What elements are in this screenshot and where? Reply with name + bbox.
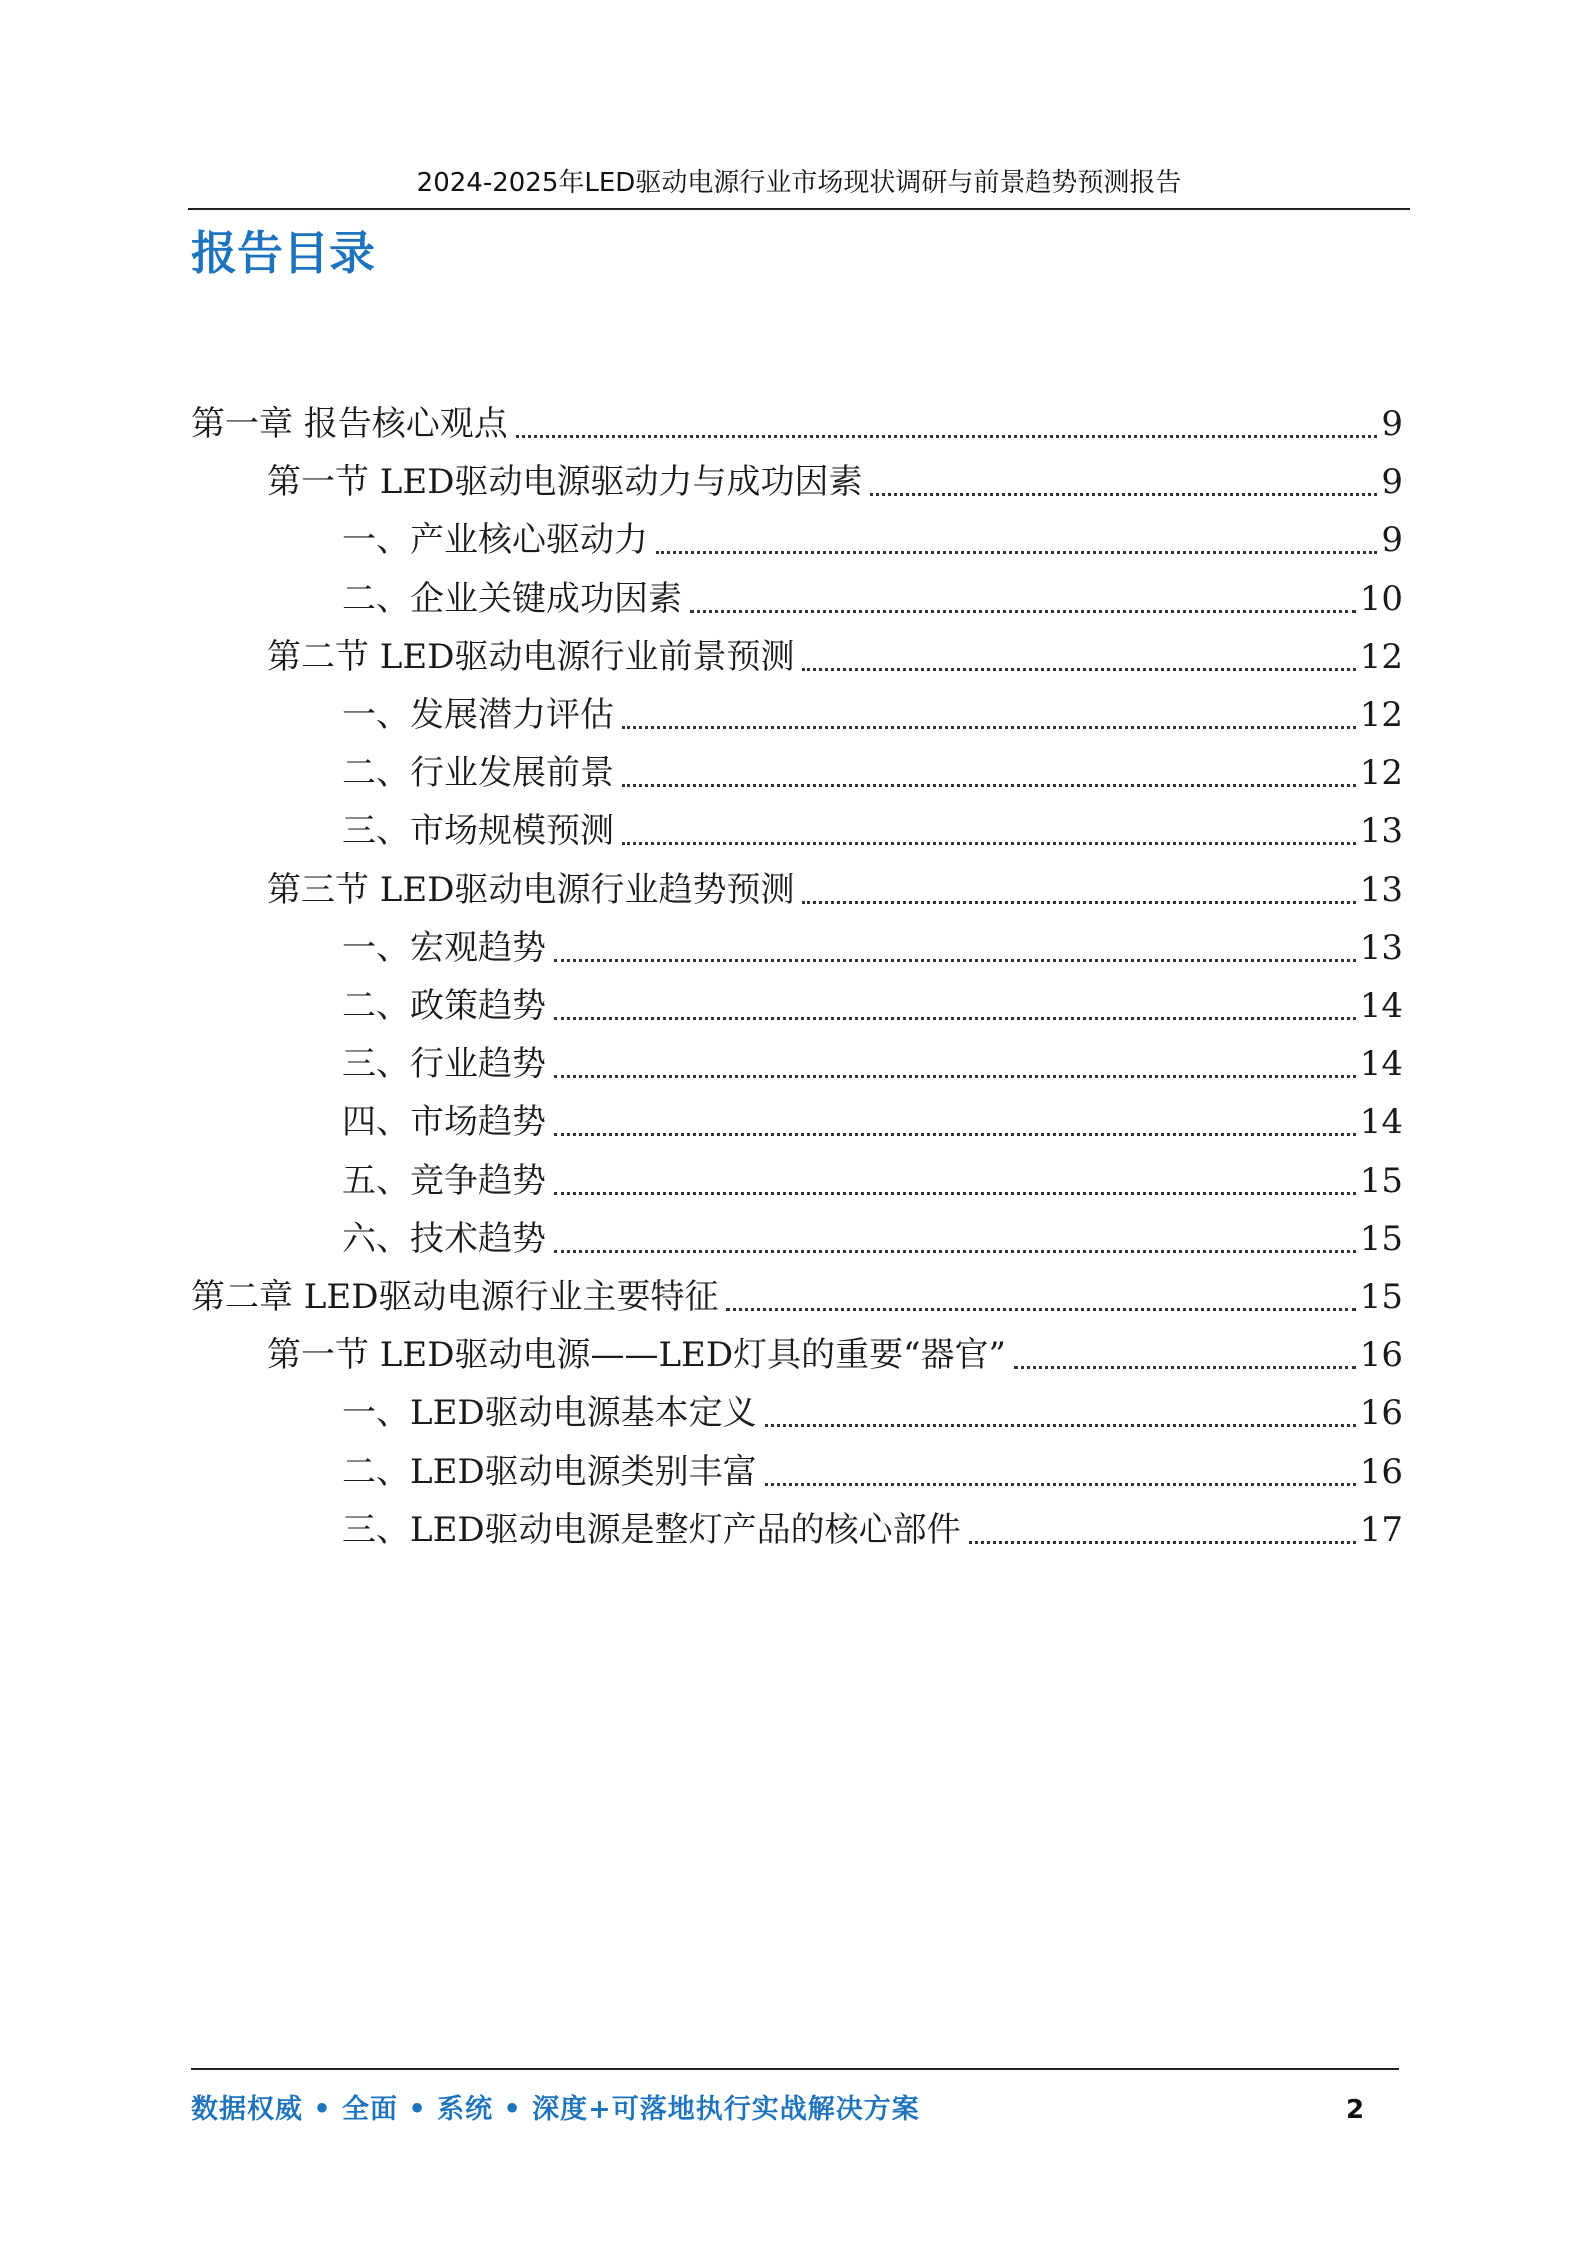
toc-entry-page: 16 bbox=[1359, 1335, 1403, 1376]
toc-entry-page: 10 bbox=[1359, 578, 1403, 619]
toc-entry-title: 五、竞争趋势 bbox=[342, 1160, 546, 1201]
toc-dot-leader bbox=[765, 1424, 1356, 1427]
toc-entry[interactable] bbox=[191, 1271, 1403, 1323]
toc-entry[interactable] bbox=[342, 805, 1403, 857]
toc-dot-leader bbox=[554, 1133, 1356, 1136]
toc-entry[interactable] bbox=[191, 398, 1403, 450]
footer-page-number: 2 bbox=[1345, 2095, 1365, 2125]
toc-entry[interactable] bbox=[342, 689, 1403, 741]
toc-entry-title: 第二节 LED驱动电源行业前景预测 bbox=[267, 636, 795, 677]
toc-entry-page: 12 bbox=[1359, 695, 1403, 735]
toc-entry[interactable] bbox=[342, 1213, 1403, 1265]
running-header-title: 2024-2025年LED驱动电源行业市场现状调研与前景趋势预测报告 bbox=[416, 168, 1182, 198]
toc-entry-page: 9 bbox=[1381, 520, 1403, 561]
footer-slogan: 数据权威 • 全面 • 系统 • 深度+可落地执行实战解决方案 bbox=[191, 2094, 920, 2125]
toc-entry[interactable] bbox=[342, 514, 1403, 566]
toc-entry-title: 第三节 LED驱动电源行业趋势预测 bbox=[267, 869, 795, 910]
toc-entry[interactable] bbox=[342, 922, 1403, 974]
toc-entry[interactable] bbox=[267, 864, 1403, 916]
toc-entry-title: 二、行业发展前景 bbox=[342, 753, 614, 794]
toc-entry-title: 三、行业趋势 bbox=[342, 1044, 546, 1085]
toc-entry[interactable] bbox=[342, 1504, 1403, 1556]
toc-entry-title: 一、LED驱动电源基本定义 bbox=[342, 1393, 757, 1434]
toc-entry-title: 二、政策趋势 bbox=[342, 986, 546, 1026]
toc-dot-leader bbox=[554, 959, 1356, 962]
toc-dot-leader bbox=[622, 726, 1356, 729]
toc-entry[interactable] bbox=[267, 456, 1403, 508]
footer-divider bbox=[191, 2068, 1399, 2070]
toc-entry[interactable] bbox=[342, 1446, 1403, 1498]
toc-entry[interactable] bbox=[342, 1038, 1403, 1090]
toc-entry-page: 9 bbox=[1381, 462, 1403, 503]
toc-entry-page: 9 bbox=[1381, 404, 1403, 444]
toc-heading: 报告目录 bbox=[191, 226, 375, 280]
toc-entry-title: 第二章 LED驱动电源行业主要特征 bbox=[191, 1277, 719, 1317]
toc-entry[interactable] bbox=[342, 573, 1403, 625]
toc-entry-title: 六、技术趋势 bbox=[342, 1218, 546, 1259]
toc-entry[interactable] bbox=[342, 980, 1403, 1032]
toc-entry-title: 二、LED驱动电源类别丰富 bbox=[342, 1451, 757, 1492]
toc-dot-leader bbox=[870, 493, 1377, 496]
toc-entry-title: 一、产业核心驱动力 bbox=[342, 520, 648, 561]
toc-dot-leader bbox=[969, 1541, 1356, 1544]
toc-entry-title: 二、企业关键成功因素 bbox=[342, 578, 682, 619]
toc-entry-page: 15 bbox=[1359, 1218, 1403, 1259]
toc-entry-title: 第一节 LED驱动电源——LED灯具的重要“器官” bbox=[267, 1335, 1006, 1376]
toc-entry-page: 13 bbox=[1359, 869, 1403, 910]
toc-entry-page: 12 bbox=[1359, 636, 1403, 677]
toc-entry-page: 14 bbox=[1359, 1044, 1403, 1085]
toc-dot-leader bbox=[726, 1308, 1355, 1311]
toc-dot-leader bbox=[765, 1483, 1356, 1486]
running-header bbox=[188, 158, 1410, 210]
toc-dot-leader bbox=[656, 551, 1377, 554]
toc-dot-leader bbox=[554, 1017, 1356, 1020]
toc-dot-leader bbox=[622, 842, 1356, 845]
toc-entry-page: 14 bbox=[1359, 986, 1403, 1026]
toc-dot-leader bbox=[690, 610, 1356, 613]
toc-dot-leader bbox=[516, 435, 1378, 438]
toc-entry-title: 三、市场规模预测 bbox=[342, 811, 614, 852]
toc-entry-title: 一、宏观趋势 bbox=[342, 927, 546, 968]
toc-entry-page: 15 bbox=[1359, 1277, 1403, 1317]
toc-entry-page: 13 bbox=[1359, 811, 1403, 852]
toc-entry-title: 一、发展潜力评估 bbox=[342, 695, 614, 735]
toc-entry[interactable] bbox=[342, 1096, 1403, 1148]
toc-dot-leader bbox=[802, 901, 1355, 904]
toc-entry-page: 16 bbox=[1359, 1393, 1403, 1434]
toc-entry-page: 14 bbox=[1359, 1102, 1403, 1143]
toc-entry[interactable] bbox=[342, 1387, 1403, 1439]
toc-entry-title: 第一章 报告核心观点 bbox=[191, 404, 508, 444]
toc-entry[interactable] bbox=[267, 631, 1403, 683]
toc-entry-page: 16 bbox=[1359, 1451, 1403, 1492]
toc-entry[interactable] bbox=[342, 747, 1403, 799]
toc-entry-title: 四、市场趋势 bbox=[342, 1102, 546, 1143]
toc-dot-leader bbox=[554, 1075, 1356, 1078]
toc-dot-leader bbox=[622, 784, 1356, 787]
toc-entry-title: 三、LED驱动电源是整灯产品的核心部件 bbox=[342, 1509, 961, 1550]
toc-entry[interactable] bbox=[267, 1329, 1403, 1381]
toc-entry-page: 15 bbox=[1359, 1160, 1403, 1201]
toc-entry-page: 12 bbox=[1359, 753, 1403, 794]
toc-entry[interactable] bbox=[342, 1155, 1403, 1207]
toc-dot-leader bbox=[554, 1192, 1356, 1195]
toc-dot-leader bbox=[1014, 1366, 1356, 1369]
toc-entry-page: 13 bbox=[1359, 927, 1403, 968]
toc-dot-leader bbox=[554, 1250, 1356, 1253]
toc-dot-leader bbox=[802, 668, 1355, 671]
toc-entry-page: 17 bbox=[1359, 1509, 1403, 1550]
toc-entry-title: 第一节 LED驱动电源驱动力与成功因素 bbox=[267, 462, 863, 503]
